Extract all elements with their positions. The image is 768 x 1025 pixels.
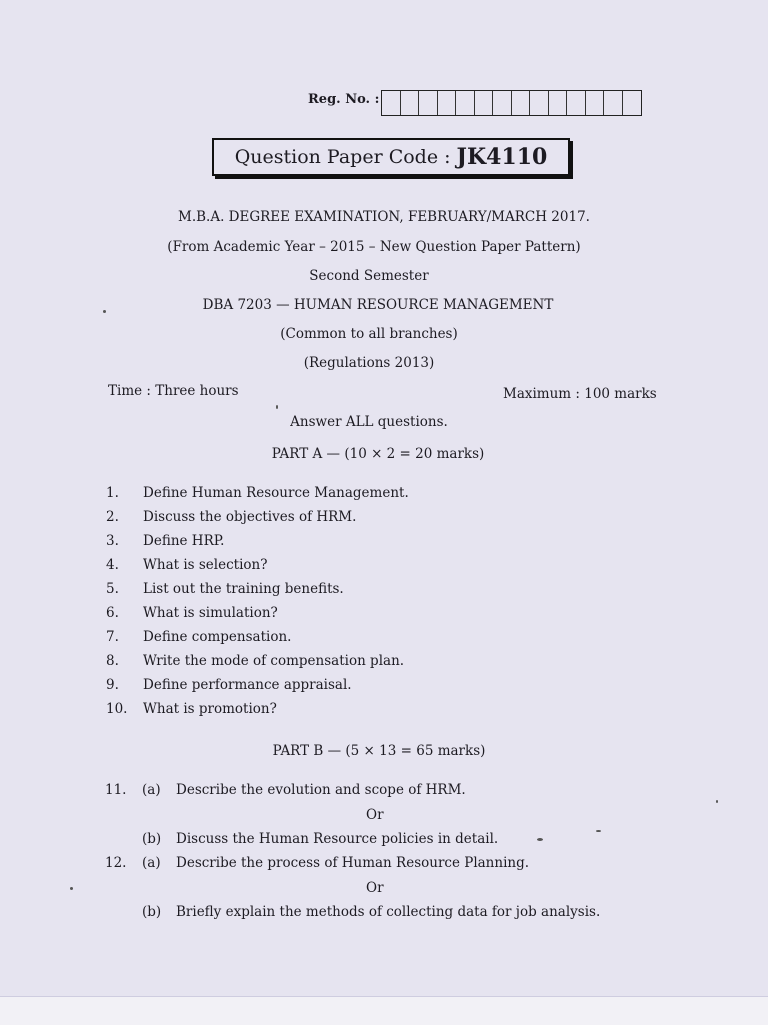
q12-b-text: Briefly explain the methods of collecting data for job analysis.	[176, 904, 601, 920]
scan-speck	[276, 405, 278, 409]
scan-speck	[70, 887, 73, 890]
question-text: Define performance appraisal.	[143, 677, 352, 693]
reg-no-box	[623, 91, 642, 115]
question-text: Define compensation.	[143, 629, 292, 645]
question-text: Define HRP.	[143, 533, 225, 549]
scan-speck	[596, 830, 601, 832]
question-number: 7.	[106, 629, 119, 645]
question-text: What is selection?	[143, 557, 268, 573]
question-number: 5.	[106, 581, 119, 597]
q12-or: Or	[366, 880, 384, 896]
page-bottom-edge	[0, 996, 768, 1025]
reg-no-box	[604, 91, 623, 115]
question-number: 8.	[106, 653, 119, 669]
reg-no-box	[456, 91, 475, 115]
q11-or: Or	[366, 807, 384, 823]
instruction: Answer ALL questions.	[290, 414, 448, 430]
reg-no-box	[438, 91, 457, 115]
reg-no-box	[475, 91, 494, 115]
reg-no-box	[549, 91, 568, 115]
question-text: List out the training benefits.	[143, 581, 344, 597]
part-b-title: PART B — (5 × 13 = 65 marks)	[272, 743, 486, 759]
q12-a-text: Describe the process of Human Resource Planning.	[176, 855, 530, 871]
reg-no-box	[401, 91, 420, 115]
q12-number: 12.	[105, 855, 127, 871]
reg-no-box	[493, 91, 512, 115]
q11-number: 11.	[105, 782, 127, 798]
reg-no-box	[382, 91, 401, 115]
reg-no-box	[586, 91, 605, 115]
question-text: What is simulation?	[143, 605, 278, 621]
code-label: Question Paper Code :	[234, 146, 451, 168]
question-number: 10.	[106, 701, 128, 717]
question-number: 4.	[106, 557, 119, 573]
question-number: 6.	[106, 605, 119, 621]
reg-no-box	[512, 91, 531, 115]
reg-no-boxes	[381, 90, 642, 116]
semester-line: Second Semester	[309, 268, 429, 284]
common-line: (Common to all branches)	[280, 326, 458, 342]
exam-title: M.B.A. DEGREE EXAMINATION, FEBRUARY/MARCH 2017.	[178, 209, 590, 225]
question-number: 2.	[106, 509, 119, 525]
question-text: What is promotion?	[143, 701, 277, 717]
regulations-line: (Regulations 2013)	[303, 355, 435, 371]
q11-b-label: (b)	[142, 831, 162, 847]
scan-speck	[716, 800, 718, 803]
reg-no-label: Reg. No. :	[308, 92, 380, 107]
q11-a-text: Describe the evolution and scope of HRM.	[176, 782, 466, 798]
question-number: 3.	[106, 533, 119, 549]
question-text: Discuss the objectives of HRM.	[143, 509, 357, 525]
q12-b-label: (b)	[142, 904, 162, 920]
reg-no-box	[530, 91, 549, 115]
pattern-line: (From Academic Year – 2015 – New Question Paper Pattern)	[167, 239, 581, 255]
scan-speck	[537, 838, 543, 841]
question-paper-code-box	[212, 138, 570, 176]
question-number: 1.	[106, 485, 119, 501]
code-value: JK4110	[456, 144, 548, 170]
q11-a-label: (a)	[142, 782, 161, 798]
reg-no-box	[419, 91, 438, 115]
subject-line: DBA 7203 — HUMAN RESOURCE MANAGEMENT	[202, 297, 554, 313]
part-a-title: PART A — (10 × 2 = 20 marks)	[271, 446, 485, 462]
reg-no-box	[567, 91, 586, 115]
question-number: 9.	[106, 677, 119, 693]
time-label: Time : Three hours	[108, 383, 239, 399]
question-text: Define Human Resource Management.	[143, 485, 409, 501]
q12-a-label: (a)	[142, 855, 161, 871]
scan-speck	[103, 310, 106, 313]
q11-b-text: Discuss the Human Resource policies in detail.	[176, 831, 499, 847]
question-text: Write the mode of compensation plan.	[143, 653, 405, 669]
max-marks-label: Maximum : 100 marks	[503, 386, 657, 402]
